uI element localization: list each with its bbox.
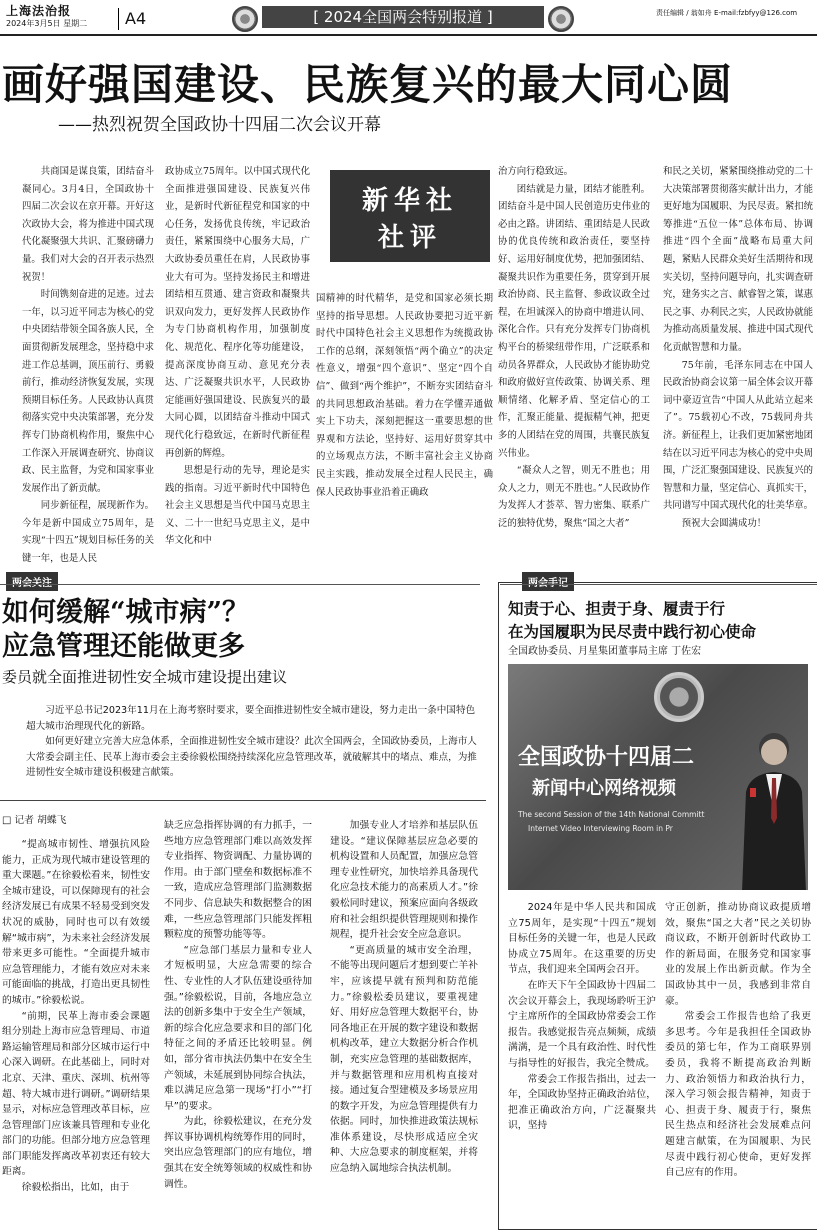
paragraph: 加强专业人才培养和基层队伍建设。“建议保障基层应急必要的机构设置和人员配置，加强应急管理专业性研究，加快培养具备现代化应急技术能力的高素质人才。”徐毅松同时建议，预案应面向各级政府和社会组织提供管理规则和操作规程，提升社会安全应急意识。 [330,820,478,941]
paragraph: 时间镌刻奋进的足迹。过去一年，以习近平同志为核心的党中央团结带领全国各族人民，全面贯彻新发展理念，坚持稳中求进工作总基调，顶压前行、勇毅前行，推动经济恢复发展，实现预期目标任务。人民政协认真贯彻落实党中央决策部署，充分发挥专门协商机构作用，聚焦中心工作深入开展调查研究、协商议政、民主监督，为党和国家事业发展作出了新贡献。 [22,289,154,494]
paragraph: “凝众人之智，则无不胜也；用众人之力，则无不胜也。”人民政协作为发挥人才荟萃、智力密集、联系广泛的独特优势，聚焦“国之大者” [498,465,650,529]
paragraph: 在昨天下午全国政协十四届二次会议开幕会上，我现场聆听王沪宁主席所作的全国政协常委会工作报告。我感觉报告亮点频频，成绩满满，是一个具有政治性、时代性与指导性的好报告，我完全赞成。 [508,979,656,1069]
paragraph: 75年前，毛泽东同志在中国人民政治协商会议第一届全体会议开幕词中豪迈宣告“中国人从此站立起来了”。75载初心不改，75载同舟共济。新征程上，让我们更加紧密地团结在以习近平同志为核心的党中央周围，广泛汇聚强国建设、民族复兴的智慧和力量，坚定信心、真抓实干，共同谱写中国式现代化的壮美华章。 [663,359,814,512]
photo-backdrop-text: 新闻中心网络视频 [532,778,676,799]
section-tag-notes [522,572,574,591]
paragraph: 为此，徐毅松建议，在充分发挥议事协调机构统筹作用的同时，突出应急管理部门的应有地位，增强其在安全统筹领域的权威性和协调性。 [164,1116,312,1190]
intro-paragraph: 习近平总书记2023年11月在上海考察时要求，要全面推进韧性安全城市建设，努力走出一条中国特色超大城市治理现代化的新路。 [26,705,476,732]
paragraph: 和民之关切，紧紧围绕推动党的二十大决策部署贯彻落实献计出力，才能更好地为国履职、为民尽责。紧扣统筹推进“五位一体”总体布局、协调推进“四个全面”战略布局重大问题，紧贴人民群众美好生活期待和现实关切，坚持问题导向，扎实调查研究，建务实之言、献睿智之策，谋惠民之事、办利民之实，人民政协就能为推动高质量发展、推进中国式现代化贡献智慧和力量。 [663,166,814,353]
editorial-column-3 [316,290,493,501]
editorial-column-4 [498,163,650,532]
paragraph: 政协成立75周年。以中国式现代化全面推进强国建设、民族复兴伟业，是新时代新征程党和国家的中心任务，发扬优良传统，牢记政治责任，紧紧围绕中心服务大局，广大政协委员重任在肩，人民政协事业大有可为。坚持发扬民主和增进团结相互贯通、建言资政和凝聚共识双向发力，更好发挥人民政协作为专门协商机构作用，加强制度化、规范化、程序化等功能建设，提高深度协商互动、意见充分表达、广泛凝聚共识水平，人民政协定能画好强国建设、民族复兴的最大同心圆，以团结奋斗推动中国式现代化行稳致远，在新时代新征程再创新的辉煌。 [165,166,310,459]
photo-backdrop-text: Internet Video Interviewing Room in Pr [528,824,673,833]
badge-line-1: 新华社 [361,186,458,216]
feature-column-3 [330,818,478,1177]
paragraph: 同步新征程，展现新作为。今年是新中国成立75周年，是实现“十四五”规划目标任务的关键一年，也是人民 [22,500,154,565]
person-figure [736,722,808,890]
paragraph: 缺乏应急指挥协调的有力抓手，一些地方应急管理部门难以高效发挥专业指挥、物资调配、力量协调的作用。由于部门壁垒和数据标准不一致，造成应急管理部门监测数据不同步、信息缺失和数据整合的困难，一些应急管理部门只能发挥粗颗粒度的预警功能等等。 [164,820,312,941]
national-emblem-icon [232,6,258,32]
interview-photo [508,664,808,890]
intro-divider [0,800,486,801]
paragraph: 共商国是谋良策，团结奋斗凝同心。3月4日，全国政协十四届二次会议在京开幕。开好这次政协大会，将为推进中国式现代化凝聚强大共识、汇聚磅礴力量。我们对大会的召开表示热烈祝贺！ [22,166,154,283]
feature-headline-line-1: 如何缓解“城市病”？ [2,597,250,628]
editorial-column-5 [663,163,813,532]
section-divider [500,584,817,585]
paragraph: 常委会工作报告指出，过去一年，全国政协坚持正确政治站位，把准正确政治方向，广泛凝聚共识，坚持 [508,1073,656,1132]
header-divider [0,34,817,36]
paragraph: 常委会工作报告也给了我更多思考。今年是我担任全国政协委员的第七年，作为工商联界别委员，我将不断提高政治判断力、政治领悟力和政治执行力，深入学习领会报告精神，知责于心、担责于身、履责于行，聚焦民生热点和经济社会发展难点问题建言献策，在为国履职、为民尽责中践行初心使命，更好发挥自己应有的作用。 [665,1011,811,1179]
editorial-column-1 [22,163,154,568]
feature-column-2 [164,818,312,1192]
feature-subheadline: 委员就全面推进韧性安全城市建设提出建议 [2,668,288,686]
badge-line-2: 社评 [377,223,442,253]
paragraph: “更高质量的城市安全治理，不能等出现问题后才想到要亡羊补牢，应该提早就有预判和防范能力。”徐毅松委员建议，要重视建好、用好应急管理大数据平台，协同各地正在开展的数字建设和数据机构改革，建立大数据分析合作机制，充实应急管理的基础数据库，并与数据管理和应用机构直接对接。通过复合型建模及多场景应用的数字开发，为应急管理提供有力依据。同时，加快推进政策法规标准体系建设，尽快形成适应全灾种、大应急要求的制度框架，并将应急纳入属地综合执法机制。 [330,944,478,1175]
feature-column-1 [2,837,150,1196]
paragraph: 2024年是中华人民共和国成立75周年，是实现“十四五”规划目标任务的关键一年，也是人民政协成立75周年。在这重要的历史节点，我们迎来全国两会召开。 [508,902,656,976]
editor-credit: 责任编辑 / 翁如舟 E-mail:fzbfyy@126.com [656,9,798,17]
photo-backdrop-text: The second Session of the 14th National Committ [518,810,705,819]
paragraph: 徐毅松指出，比如，由于 [21,1182,130,1194]
intro-paragraph: 如何更好建立完善大应急体系，全面推进韧性安全城市建设？此次全国两会，全国政协委员，上海市人大常委会副主任、民革上海市委会主委徐毅松围绕持续深化应急管理改革，就破解其中的堵点、难点，为推进韧性安全城市建设积极建言献策。 [26,736,477,779]
page-headline: 画好强国建设、民族复兴的最大同心圆 [2,60,734,109]
section-divider [0,584,480,585]
notes-title-line-2: 在为国履职为民尽责中践行初心使命 [508,622,757,641]
photo-backdrop-text: 全国政协十四届二 [518,745,695,770]
notes-column-2 [665,900,811,1181]
paragraph: 治方向行稳致远。 [498,166,574,177]
section-tag-focus [6,572,58,591]
notes-title-line-1: 知责于心、担责于身、履责于行 [508,599,726,618]
paragraph: “提高城市韧性、增强抗风险能力，正成为现代城市建设管理的重大课题。”在徐毅松看来，韧性安全城市建设，可以保障现有的社会经济发展已有成果不轻易受到突发状况的威胁，同时也可以有效缓解“城市病”，为未来社会经济发展带来更多可能性。“全面提升城市应急管理能力，才能有效应对未来可能面临的挑战，打造出更具韧性的城市。”徐毅松说。 [2,839,150,1006]
notes-author: 全国政协委员、月星集团董事局主席 丁佐宏 [508,646,702,657]
paragraph: “应急部门基层力量和专业人才短板明显，大应急需要的综合性、专业性的人才队伍建设亟待加强。”徐毅松说，目前，各地应急立法的创新多集中于安全生产领域，新的综合化应急要求和目的部门化特征之间的矛盾还比较明显。例如，部分省市执法仍集中在安全生产领域，未延展到协同综合执法，难以满足应急第一现场“打小”“打早”的要求。 [164,944,312,1112]
paragraph: 国精神的时代精华，是党和国家必须长期坚持的指导思想。人民政协要把习近平新时代中国特色社会主义思想作为统揽政协工作的总纲，深刻领悟“两个确立”的决定性意义，增强“四个意识”、坚定“四个自信”、做到“两个维护”，不断夯实团结奋斗的共同思想政治基础。着力在学懂弄通做实上下功夫，深刻把握这一重要思想的世界观和方法论，坚持好、运用好贯穿其中的立场观点方法，不断丰富社会主义协商民主实践，推动发展全过程人民民主，确保人民政协事业沿着正确政 [316,293,493,498]
feature-intro [26,703,481,781]
paragraph: “前期，民革上海市委会课题组分别赴上海市应急管理局、市道路运输管理局和部分区城市运行中心深入调研。在此基础上，同时对北京、天津、重庆、深圳、杭州等超、特大城市进行调研。”调研结果显示，对标应急管理改革目标，应急管理部门应该兼具管理和专业化部门的功能。但部分地方应急管理部门职能发挥离改革初衷还有较大距离。 [2,1010,150,1178]
page-subheadline: ——热烈祝贺全国政协十四届二次会议开幕 [58,115,381,135]
paragraph: 预祝大会圆满成功！ [681,517,767,529]
paragraph: 团结就是力量，团结才能胜利。团结奋斗是中国人民创造历史伟业的必由之路。讲团结、重团结是人民政协的优良传统和政治责任，要坚持好、运用好制度优势，把加强团结、凝聚共识作为重要任务，贯穿到开展政治协商、民主监督、参政议政全过程，在坦诚深入的协商中增进认同、深化合作。只有充分发挥专门协商机构平台的桥梁纽带作用，广泛联系和动员各界群众，人民政协才能协助党和政府做好宣传政策、协调关系、理顺情绪、化解矛盾、坚定信心的工作，汇聚正能量、提振精气神，把更多的人团结在党的周围，共襄民族复兴伟业。 [498,183,650,459]
section-banner: [ 2024全国两会特别报道 ] [262,6,544,28]
masthead-logo: 上海法治报 [6,4,72,18]
cppcc-emblem-icon [548,6,574,32]
xinhua-editorial-badge [330,170,490,262]
feature-headline [2,596,249,664]
paragraph: 思想是行动的先导，理论是实践的指南。习近平新时代中国特色社会主义思想是当代中国马克思主义、二十一世纪马克思主义，是中华文化和中 [165,465,310,547]
page-number: A4 [118,8,146,30]
feature-headline-line-2: 应急管理还能做更多 [2,631,245,662]
notes-title [508,597,814,643]
reporter-byline: □ 记者 胡蝶飞 [2,815,67,826]
editorial-column-2 [165,163,310,550]
issue-date: 2024年3月5日 星期二 [6,19,88,28]
notes-column-1 [508,900,656,1134]
paragraph: 守正创新，推动协商议政提质增效，聚焦“国之大者”民之关切协商议政，不断开创新时代政协工作的新局面，在服务党和国家事业的发展上作出新贡献。作为全国政协其中一员，我感到非常自豪。 [665,902,811,1007]
cppcc-emblem-icon [654,672,704,722]
